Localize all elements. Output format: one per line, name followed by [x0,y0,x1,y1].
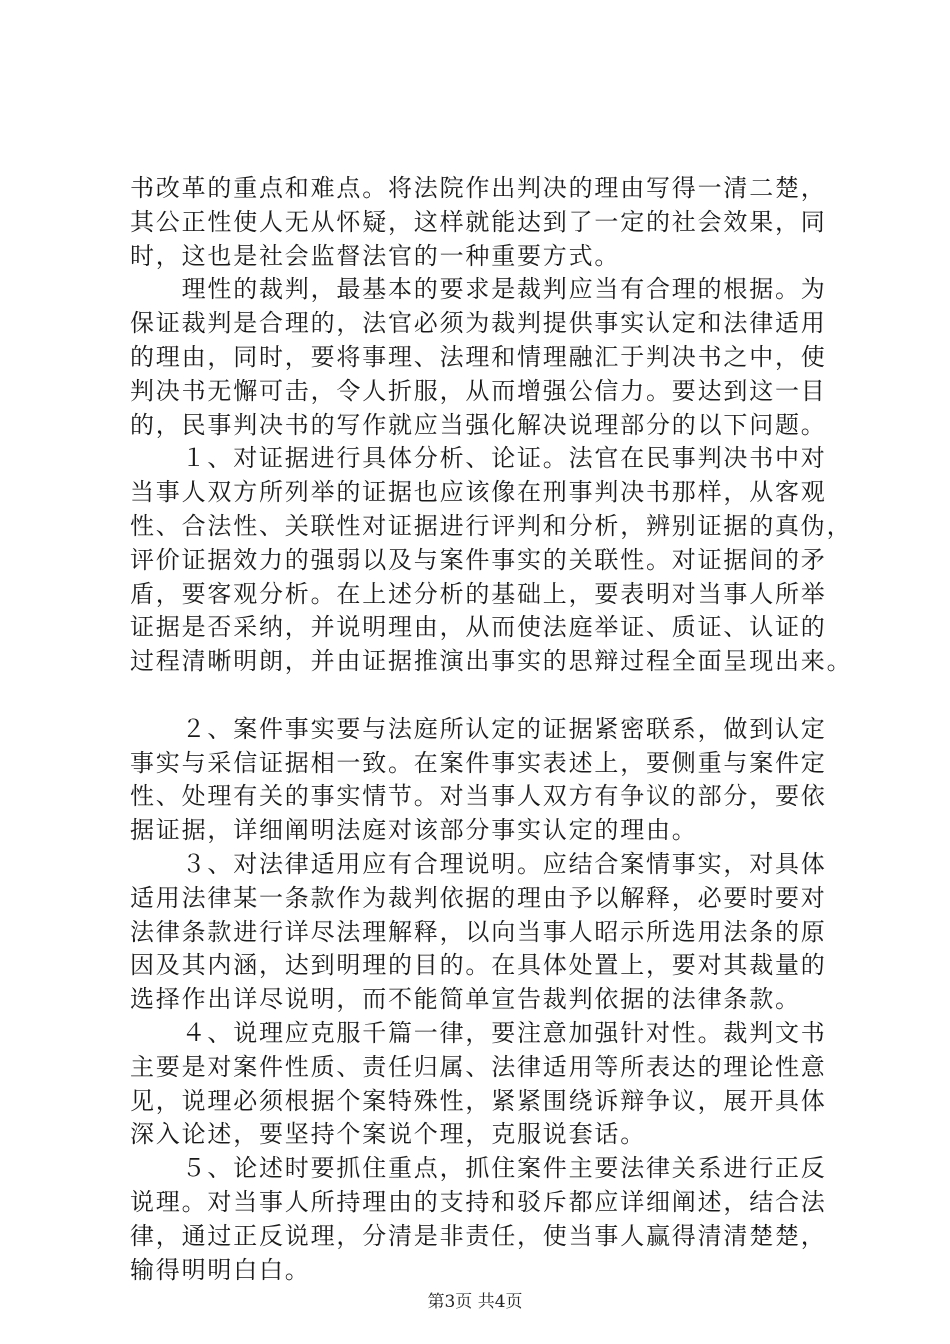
page-number-footer: 第3页 共4页 [427,1292,523,1312]
text-line: 律，通过正反说理，分清是非责任，使当事人赢得清清楚楚， [130,1221,827,1250]
text-line: 选择作出详尽说明，而不能简单宣告裁判依据的法律条款。 [130,985,801,1014]
text-line: 法律条款进行详尽法理解释，以向当事人昭示所选用法条的原 [130,917,827,946]
paragraph-start-line: ２、案件事实要与法庭所认定的证据紧密联系，做到认定 [130,714,827,743]
paragraph-start-line: ３、对法律适用应有合理说明。应结合案情事实，对具体 [130,849,827,878]
text-line: 当事人双方所列举的证据也应该像在刑事判决书那样，从客观 [130,478,827,507]
text-line: 说理。对当事人所持理由的支持和驳斥都应详细阐述，结合法 [130,1187,827,1216]
text-line: 过程清晰明朗，并由证据推演出事实的思辩过程全面呈现出来。 [130,647,853,676]
text-line: 证据是否采纳，并说明理由，从而使法庭举证、质证、认证的 [130,613,827,642]
text-line: 保证裁判是合理的，法官必须为裁判提供事实认定和法律适用 [130,309,827,338]
text-line: 的理由，同时，要将事理、法理和情理融汇于判决书之中，使 [130,342,827,371]
text-line: 主要是对案件性质、责任归属、法律适用等所表达的理论性意 [130,1052,827,1081]
paragraph-start-line: ４、说理应克服千篇一律，要注意加强针对性。裁判文书 [130,1018,827,1047]
paragraph-start-line: １、对证据进行具体分析、论证。法官在民事判决书中对 [130,444,827,473]
text-line: 盾，要客观分析。在上述分析的基础上，要表明对当事人所举 [130,579,827,608]
text-line: 判决书无懈可击，令人折服，从而增强公信力。要达到这一目 [130,376,827,405]
text-line: 书改革的重点和难点。将法院作出判决的理由写得一清二楚， [130,174,827,202]
text-line: 事实与采信证据相一致。在案件事实表述上，要侧重与案件定 [130,748,827,777]
text-line: 时，这也是社会监督法官的一种重要方式。 [130,241,621,270]
text-line: 性、合法性、关联性对证据进行评判和分析，辨别证据的真伪， [130,511,853,540]
text-line: 其公正性使人无从怀疑，这样就能达到了一定的社会效果，同 [130,207,827,236]
blank-line [130,679,830,713]
text-line: 性、处理有关的事实情节。对当事人双方有争议的部分，要依 [130,782,827,811]
text-line: 输得明明白白。 [130,1255,311,1284]
text-line: 的，民事判决书的写作就应当强化解决说理部分的以下问题。 [130,410,827,439]
paragraph-start-line: ５、论述时要抓住重点，抓住案件主要法律关系进行正反 [130,1154,827,1183]
document-body [130,172,853,1287]
paragraph-start-line: 理性的裁判，最基本的要求是裁判应当有合理的根据。为 [130,275,827,304]
text-line: 据证据，详细阐明法庭对该部分事实认定的理由。 [130,816,698,845]
text-line: 适用法律某一条款作为裁判依据的理由予以解释，必要时要对 [130,883,827,912]
text-line: 评价证据效力的强弱以及与案件事实的关联性。对证据间的矛 [130,545,827,574]
text-line: 因及其内涵，达到明理的目的。在具体处置上，要对其裁量的 [130,951,827,980]
text-line: 见，说理必须根据个案特殊性，紧紧围绕诉辩争议，展开具体 [130,1086,827,1115]
text-line: 深入论述，要坚持个案说个理，克服说套话。 [130,1120,646,1149]
